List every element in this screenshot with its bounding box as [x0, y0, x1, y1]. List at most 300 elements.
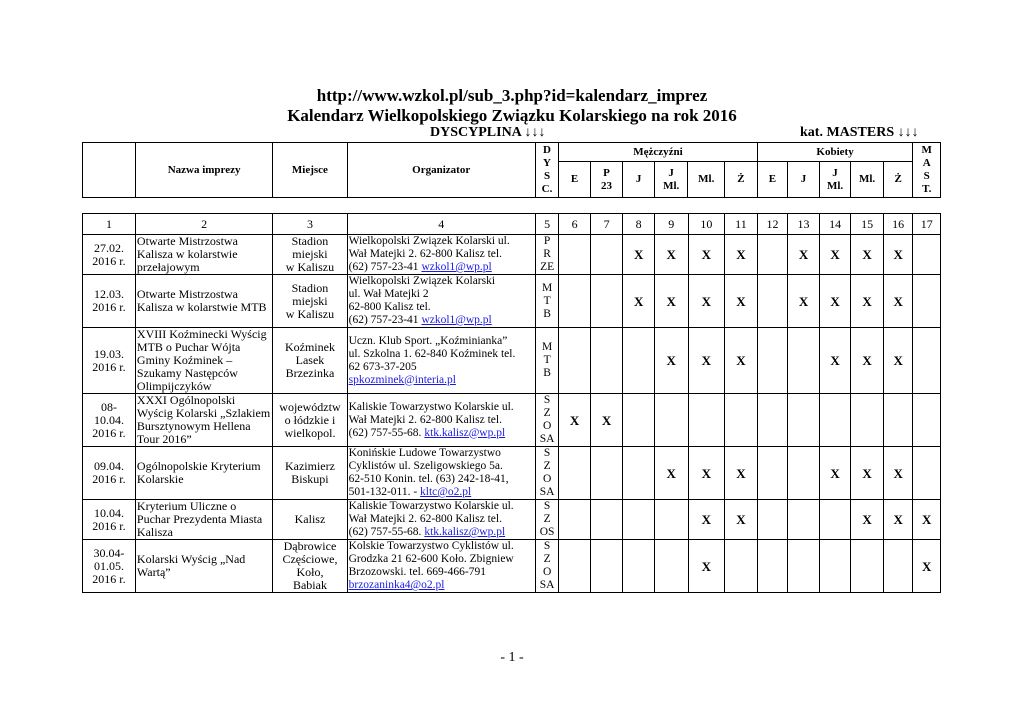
event-date-line: 2016 r. — [92, 359, 126, 374]
event-organizer — [347, 540, 535, 593]
category-mark — [623, 394, 655, 447]
event-date-line: 10.04. — [93, 412, 124, 427]
event-place — [273, 394, 347, 447]
category-mark — [623, 500, 655, 540]
header-women-category — [757, 162, 788, 198]
discipline-letter: Z — [543, 407, 551, 419]
event-discipline — [535, 275, 558, 328]
event-organizer — [347, 447, 535, 500]
category-mark — [913, 447, 941, 500]
column-number: 10 — [688, 214, 725, 235]
event-name — [135, 328, 272, 394]
event-date-line: 2016 r. — [92, 253, 126, 268]
document-url: http://www.wzkol.pl/sub_3.php?id=kalendarz_imprez — [316, 86, 708, 105]
column-number: 6 — [559, 214, 591, 235]
event-date-line: 2016 r. — [92, 518, 126, 533]
category-mark — [559, 540, 591, 593]
category-mark: X — [623, 235, 655, 275]
event-date-line: 27.02. — [93, 240, 124, 255]
discipline-letter: T — [543, 294, 551, 307]
header-category-text: E — [768, 173, 777, 185]
header-category-text: Ż — [894, 173, 902, 185]
header-nazwa: Nazwa imprezy — [135, 143, 272, 198]
event-name-line: MTB o Puchar Wójta — [136, 340, 241, 354]
event-place-line: Częściowe, — [282, 552, 338, 566]
category-mark — [757, 447, 788, 500]
header-dyscyplina — [535, 143, 558, 198]
event-name-line: Wyścig Kolarski „Szlakiem — [136, 406, 271, 420]
organizer-phone: (62) 757-55-68. — [348, 526, 425, 538]
column-number: 5 — [535, 214, 558, 235]
discipline-label: DYSCYPLINA ↓↓↓ — [430, 125, 546, 140]
organizer-email-link[interactable]: wzkol1@wp.pl — [421, 314, 492, 326]
event-row — [83, 447, 941, 500]
event-name-line: Kolarski Wyścig „Nad — [136, 552, 246, 566]
category-mark — [913, 328, 941, 394]
header-women-category — [819, 162, 851, 198]
event-discipline — [535, 447, 558, 500]
event-name-line: Otwarte Mistrzostwa — [136, 287, 238, 301]
event-row — [83, 275, 941, 328]
event-place — [273, 500, 347, 540]
category-mark — [913, 394, 941, 447]
category-mark — [851, 394, 884, 447]
organizer-line: Uczn. Klub Sport. „Koźminianka” — [348, 334, 508, 347]
event-discipline — [535, 540, 558, 593]
organizer-line: Wał Matejki 2. 62-800 Kalisz tel. — [348, 413, 502, 426]
header-category-text: J — [800, 173, 807, 185]
event-row — [83, 540, 941, 593]
event-place-line: województw — [279, 399, 341, 414]
category-mark — [851, 540, 884, 593]
event-row — [83, 328, 941, 394]
organizer-line: 62-800 Kalisz tel. — [348, 301, 431, 313]
column-number: 4 — [347, 214, 535, 235]
event-place — [273, 447, 347, 500]
event-place-line: Lasek — [295, 353, 325, 367]
page-number: - 1 - — [500, 650, 524, 665]
event-name — [135, 447, 272, 500]
discipline-letter: O — [542, 420, 552, 432]
event-name-line: Puchar Prezydenta Miasta — [136, 512, 263, 526]
event-name-line: Ogólnopolskie Kryterium — [136, 459, 261, 473]
event-date — [83, 275, 136, 328]
discipline-letter: M — [541, 341, 553, 353]
masters-label: kat. MASTERS ↓↓↓ — [800, 125, 919, 140]
event-date-line: 01.05. — [93, 558, 124, 573]
header-women-category — [788, 162, 820, 198]
category-mark — [559, 500, 591, 540]
column-number: 1 — [83, 214, 136, 235]
header-category-text: J — [668, 166, 674, 179]
event-name-line: Bursztynowym Hellena — [136, 419, 251, 433]
discipline-letter: ZE — [540, 261, 555, 273]
category-mark — [590, 447, 623, 500]
event-place-line: Brzezinka — [285, 366, 335, 380]
event-place-line: Kalisz — [294, 512, 326, 526]
category-mark — [590, 540, 623, 593]
category-mark: X — [688, 540, 725, 593]
event-date-line: 2016 r. — [92, 472, 126, 486]
category-mark — [788, 540, 820, 593]
category-mark: X — [688, 275, 725, 328]
header-dysc-letter: Y — [543, 157, 551, 169]
category-mark: X — [725, 500, 758, 540]
event-date-line: 12.03. — [93, 287, 124, 301]
header-category-text: J — [832, 166, 838, 179]
category-mark: X — [851, 447, 884, 500]
column-number: 3 — [273, 214, 347, 235]
discipline-letter: B — [543, 367, 551, 379]
event-name-line: XXXI Ogólnopolski — [136, 393, 236, 407]
category-mark — [913, 235, 941, 275]
header-blank — [83, 143, 136, 198]
event-place-line: Dąbrowice — [283, 539, 337, 553]
event-organizer — [347, 500, 535, 540]
category-mark: X — [883, 447, 913, 500]
column-number: 13 — [788, 214, 820, 235]
event-date-line: 2016 r. — [92, 300, 126, 314]
category-mark: X — [590, 394, 623, 447]
category-mark — [788, 500, 820, 540]
organizer-phone: (62) 757-23-41 — [348, 314, 422, 326]
discipline-letter: S — [543, 500, 551, 512]
event-date — [83, 540, 136, 593]
column-number: 16 — [883, 214, 913, 235]
event-name-line: Kalisza w kolarstwie — [136, 247, 238, 261]
organizer-phone: (62) 757-23-41 — [348, 261, 422, 273]
organizer-email-link[interactable]: wzkol1@wp.pl — [421, 261, 492, 273]
category-mark: X — [788, 235, 820, 275]
header-masters — [913, 143, 941, 198]
discipline-letter: OS — [539, 526, 555, 538]
category-mark: X — [883, 500, 913, 540]
category-mark: X — [688, 447, 725, 500]
event-name-line: Wartą” — [136, 565, 171, 579]
category-mark: X — [688, 500, 725, 540]
category-mark — [788, 394, 820, 447]
event-place-line: Babiak — [292, 578, 327, 592]
category-mark — [590, 275, 623, 328]
event-organizer — [347, 394, 535, 447]
column-number: 11 — [725, 214, 758, 235]
category-mark — [654, 540, 688, 593]
organizer-email-link[interactable]: ktk.kalisz@wp.pl — [424, 426, 506, 439]
event-place — [273, 328, 347, 394]
category-mark: X — [851, 275, 884, 328]
discipline-letter: R — [543, 248, 551, 260]
header-masters-letter: A — [922, 157, 931, 169]
category-mark — [757, 275, 788, 328]
event-place-line: miejski — [292, 293, 328, 308]
event-name-line: Tour 2016” — [136, 432, 192, 446]
category-mark: X — [725, 447, 758, 500]
category-mark — [883, 394, 913, 447]
category-mark — [559, 447, 591, 500]
category-mark: X — [883, 328, 913, 394]
column-number: 12 — [757, 214, 788, 235]
header-category-text: Ż — [737, 173, 745, 185]
category-mark: X — [913, 500, 941, 540]
category-mark — [883, 540, 913, 593]
event-row — [83, 235, 941, 275]
event-date-line: 09.04. — [93, 459, 124, 473]
event-name-line: Szukamy Następców — [136, 366, 238, 380]
category-mark — [623, 447, 655, 500]
discipline-letter: SA — [539, 433, 555, 445]
organizer-line: 62 673-37-205 — [348, 360, 417, 373]
category-mark: X — [725, 275, 758, 328]
event-discipline — [535, 235, 558, 275]
event-date — [83, 500, 136, 540]
column-number: 15 — [851, 214, 884, 235]
event-name-line: Otwarte Mistrzostwa — [136, 234, 238, 248]
event-name-line: Kalisza w kolarstwie MTB — [136, 300, 267, 314]
event-discipline — [535, 394, 558, 447]
discipline-letter: S — [543, 540, 551, 552]
header-kobiety: Kobiety — [757, 143, 913, 162]
discipline-letter: SA — [539, 486, 555, 498]
header-dysc-letter: D — [543, 144, 551, 156]
organizer-line: Cyklistów ul. Szeligowskiego 5a. — [348, 460, 503, 472]
organizer-line: Wielkopolski Związek Kolarski ul. — [348, 235, 510, 247]
event-place-line: Koło, — [296, 565, 324, 579]
header-masters-letter: M — [921, 144, 932, 156]
header-dysc-letter: C. — [541, 183, 553, 195]
header-category-text: P — [603, 166, 610, 179]
header-category-text: J — [635, 173, 642, 185]
category-mark — [559, 275, 591, 328]
organizer-line: Konińskie Ludowe Towarzystwo — [348, 447, 501, 459]
header-category-text: Ml. — [698, 173, 715, 185]
category-mark — [819, 540, 851, 593]
organizer-line: Kaliskie Towarzystwo Kolarskie ul. — [348, 400, 514, 413]
discipline-letter: M — [541, 281, 553, 294]
header-women-category — [883, 162, 913, 198]
category-mark: X — [819, 328, 851, 394]
event-name-line: Kolarskie — [136, 472, 184, 486]
category-mark — [725, 394, 758, 447]
event-date-line: 08- — [100, 399, 117, 414]
event-row — [83, 394, 941, 447]
event-date-line: 10.04. — [93, 505, 124, 520]
column-number: 14 — [819, 214, 851, 235]
header-category-text: 23 — [601, 179, 613, 192]
event-place-line: Biskupi — [291, 472, 329, 486]
event-name-line: Olimpijczyków — [136, 379, 212, 393]
discipline-letter: S — [543, 447, 551, 459]
event-discipline — [535, 328, 558, 394]
event-name-line: przełajowym — [136, 260, 200, 274]
event-name — [135, 394, 272, 447]
category-mark: X — [654, 447, 688, 500]
discipline-letter: T — [543, 354, 551, 366]
header-category-text: Ml. — [663, 179, 680, 192]
organizer-line: Kaliskie Towarzystwo Kolarskie ul. — [348, 500, 514, 512]
column-number: 7 — [590, 214, 623, 235]
event-date-line: 30.04- — [93, 545, 125, 560]
header-masters-letter: T. — [922, 183, 932, 195]
column-number: 9 — [654, 214, 688, 235]
category-mark — [819, 394, 851, 447]
header-category-text: Ml. — [858, 173, 876, 185]
event-date — [83, 235, 136, 275]
event-place-line: w Kaliszu — [285, 306, 335, 321]
category-mark: X — [623, 275, 655, 328]
organizer-line: ul. Wał Matejki 2 — [348, 288, 429, 300]
category-mark: X — [819, 235, 851, 275]
header-men-category — [725, 162, 758, 198]
event-place — [273, 540, 347, 593]
event-place — [273, 275, 347, 328]
category-mark: X — [788, 275, 820, 328]
category-mark — [725, 540, 758, 593]
event-name — [135, 540, 272, 593]
category-mark — [590, 328, 623, 394]
category-mark — [688, 394, 725, 447]
header-men-category — [654, 162, 688, 198]
category-mark — [913, 275, 941, 328]
category-mark — [654, 500, 688, 540]
event-organizer — [347, 275, 535, 328]
category-mark — [788, 447, 820, 500]
category-mark: X — [688, 328, 725, 394]
discipline-letter: P — [543, 235, 551, 247]
category-mark: X — [819, 447, 851, 500]
category-mark: X — [654, 275, 688, 328]
category-mark: X — [883, 235, 913, 275]
event-organizer — [347, 235, 535, 275]
organizer-phone: 501-132-011. - — [348, 486, 421, 498]
header-men-category — [623, 162, 655, 198]
event-name-line: Kryterium Uliczne o — [136, 499, 237, 513]
discipline-letter: SA — [539, 579, 555, 591]
event-place — [273, 235, 347, 275]
event-name — [135, 275, 272, 328]
event-place-line: miejski — [292, 247, 328, 261]
header-women-category — [851, 162, 884, 198]
category-mark — [788, 328, 820, 394]
event-date — [83, 328, 136, 394]
category-mark: X — [654, 328, 688, 394]
category-mark: X — [725, 235, 758, 275]
category-mark: X — [559, 394, 591, 447]
organizer-line: Wielkopolski Związek Kolarski — [348, 275, 496, 287]
category-mark: X — [819, 275, 851, 328]
discipline-letter: O — [542, 473, 552, 485]
organizer-line: Brzozowski. tel. 669-466-791 — [348, 566, 486, 578]
discipline-letter: Z — [543, 513, 551, 525]
category-mark — [757, 540, 788, 593]
event-place-line: Kazimierz — [284, 459, 335, 473]
category-mark: X — [654, 235, 688, 275]
category-mark — [590, 500, 623, 540]
header-table — [82, 142, 941, 198]
column-number-row — [83, 214, 941, 235]
event-place-line: o łódzkie i — [284, 412, 336, 427]
event-name-line: XVIII Koźminecki Wyścig — [136, 327, 267, 341]
event-place-line: Stadion — [291, 234, 329, 248]
discipline-letter: Z — [543, 553, 551, 565]
header-men-category — [590, 162, 623, 198]
category-mark: X — [851, 328, 884, 394]
event-date-line: 2016 r. — [92, 571, 126, 586]
category-mark: X — [725, 328, 758, 394]
organizer-line: Wał Matejki 2. 62-800 Kalisz tel. — [348, 248, 502, 260]
event-name — [135, 500, 272, 540]
discipline-letter: Z — [543, 460, 551, 472]
column-number: 17 — [913, 214, 941, 235]
category-mark: X — [883, 275, 913, 328]
event-date-line: 2016 r. — [92, 425, 126, 440]
header-dysc-letter: S — [543, 170, 551, 182]
organizer-line: 62-510 Konin. tel. (63) 242-18-41, — [348, 473, 509, 485]
header-category-text: E — [570, 173, 579, 185]
category-mark — [623, 328, 655, 394]
event-date — [83, 394, 136, 447]
category-mark — [819, 500, 851, 540]
discipline-letter: S — [543, 394, 551, 406]
column-number: 2 — [135, 214, 272, 235]
category-mark: X — [688, 235, 725, 275]
event-place-line: Stadion — [291, 280, 329, 295]
discipline-letter: O — [542, 566, 552, 578]
header-masters-letter: S — [923, 170, 930, 182]
event-name-line: Kalisza — [136, 525, 173, 539]
category-mark — [757, 235, 788, 275]
category-mark — [757, 500, 788, 540]
header-organizator: Organizator — [347, 143, 535, 198]
category-mark — [757, 328, 788, 394]
category-mark: X — [913, 540, 941, 593]
event-name-line: Gminy Koźminek – — [136, 353, 233, 367]
category-mark — [623, 540, 655, 593]
category-mark — [590, 235, 623, 275]
event-place-line: w Kaliszu — [285, 260, 335, 274]
category-mark — [559, 328, 591, 394]
event-organizer — [347, 328, 535, 394]
discipline-letter: B — [543, 307, 551, 320]
event-place-line: wielkopol. — [284, 425, 336, 440]
organizer-email-link[interactable]: spkozminek@interia.pl — [348, 373, 456, 386]
category-mark — [757, 394, 788, 447]
header-men-category — [688, 162, 725, 198]
category-mark: X — [851, 500, 884, 540]
organizer-line: ul. Szkolna 1. 62-840 Koźminek tel. — [348, 347, 516, 360]
event-row — [83, 500, 941, 540]
organizer-line: Kolskie Towarzystwo Cyklistów ul. — [348, 540, 514, 552]
header-miejsce: Miejsce — [273, 143, 347, 198]
header-category-text: Ml. — [826, 179, 844, 192]
category-mark — [654, 394, 688, 447]
event-name — [135, 235, 272, 275]
organizer-line: Wał Matejki 2. 62-800 Kalisz tel. — [348, 513, 502, 525]
event-place-line: Koźminek — [284, 340, 335, 354]
organizer-email-link[interactable]: ktk.kalisz@wp.pl — [424, 526, 506, 538]
document-title: Kalendarz Wielkopolskiego Związku Kolarskiego na rok 2016 — [287, 106, 737, 125]
header-mezczyzni: Mężczyźni — [559, 143, 757, 162]
organizer-phone: (62) 757-55-68. — [348, 426, 425, 439]
organizer-line: Grodzka 21 62-600 Koło. Zbigniew — [348, 553, 514, 565]
event-date-line: 19.03. — [93, 346, 124, 361]
organizer-email-link[interactable]: kltc@o2.pl — [420, 486, 472, 498]
header-men-category — [559, 162, 591, 198]
column-number: 8 — [623, 214, 655, 235]
events-table — [82, 213, 941, 593]
organizer-email-link[interactable]: brzozaninka4@o2.pl — [348, 579, 445, 591]
category-mark: X — [851, 235, 884, 275]
event-discipline — [535, 500, 558, 540]
